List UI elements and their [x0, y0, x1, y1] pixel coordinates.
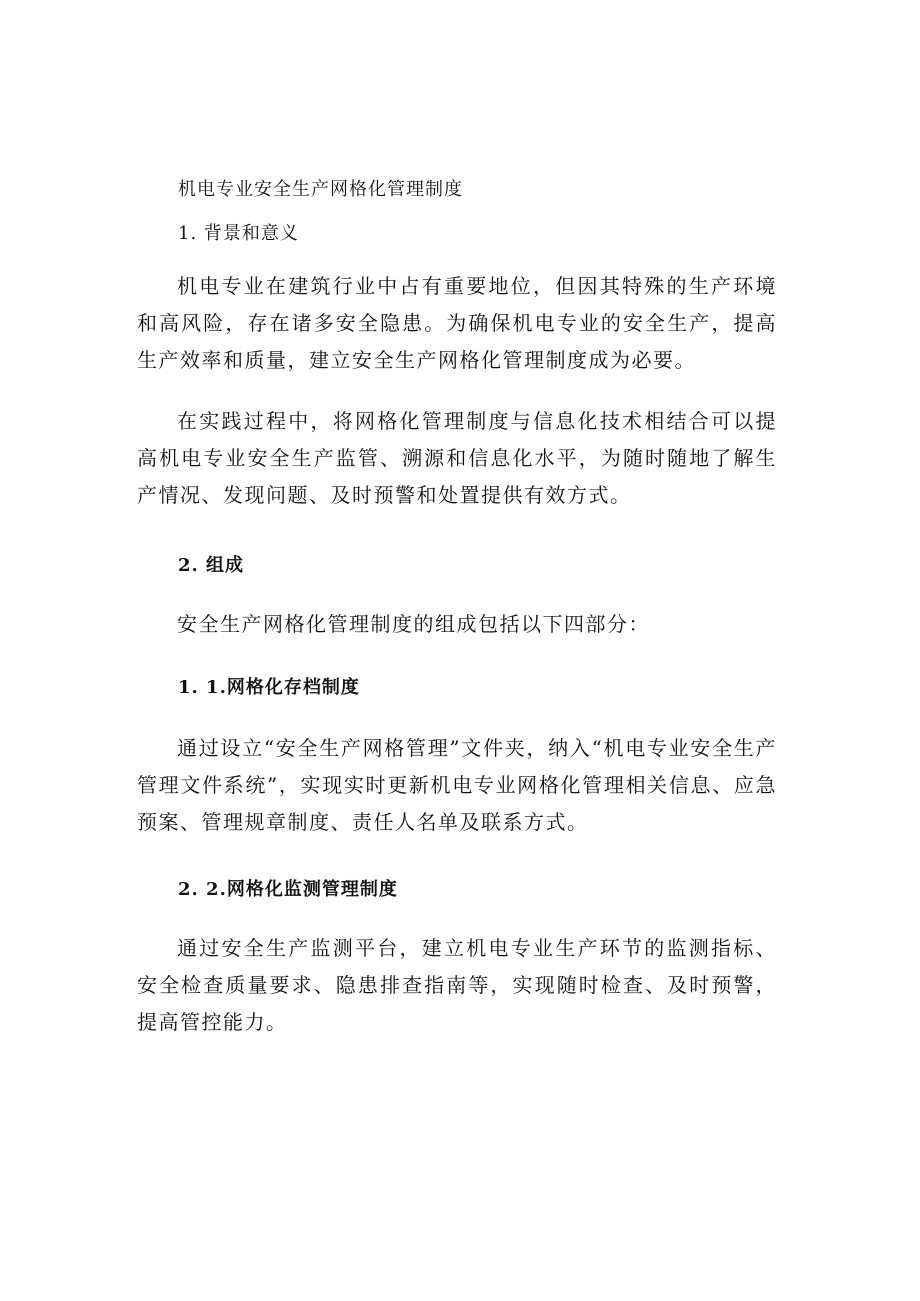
paragraph-background-1: 机电专业在建筑行业中占有重要地位，但因其特殊的生产环境和高风险，存在诸多安全隐患。为确保机电专业的安全生产，提高生产效率和质量，建立安全生产网格化管理制度成为必要。 — [137, 274, 777, 372]
subsection-heading-monitoring: 2. 2.网格化监测管理制度 — [178, 879, 398, 900]
section-heading-background: 1. 背景和意义 — [178, 223, 299, 244]
paragraph-archive: 通过设立“安全生产网格管理”文件夹，纳入“机电专业安全生产管理文件系统”，实现实时更新机电专业网格化管理相关信息、应急预案、管理规章制度、责任人名单及联系方式。 — [137, 736, 777, 834]
subsection-heading-archive: 1. 1.网格化存档制度 — [178, 677, 360, 698]
document-title: 机电专业安全生产网格化管理制度 — [178, 179, 463, 200]
paragraph-composition-intro: 安全生产网格化管理制度的组成包括以下四部分： — [177, 612, 650, 636]
section-heading-composition: 2. 组成 — [178, 555, 245, 576]
paragraph-background-2: 在实践过程中，将网格化管理制度与信息化技术相结合可以提高机电专业安全生产监管、溯源和信息化水平，为随时随地了解生产情况、发现问题、及时预警和处置提供有效方式。 — [137, 409, 777, 507]
paragraph-monitoring: 通过安全生产监测平台，建立机电专业生产环节的监测指标、安全检查质量要求、隐患排查指南等，实现随时检查、及时预警，提高管控能力。 — [137, 936, 777, 1034]
